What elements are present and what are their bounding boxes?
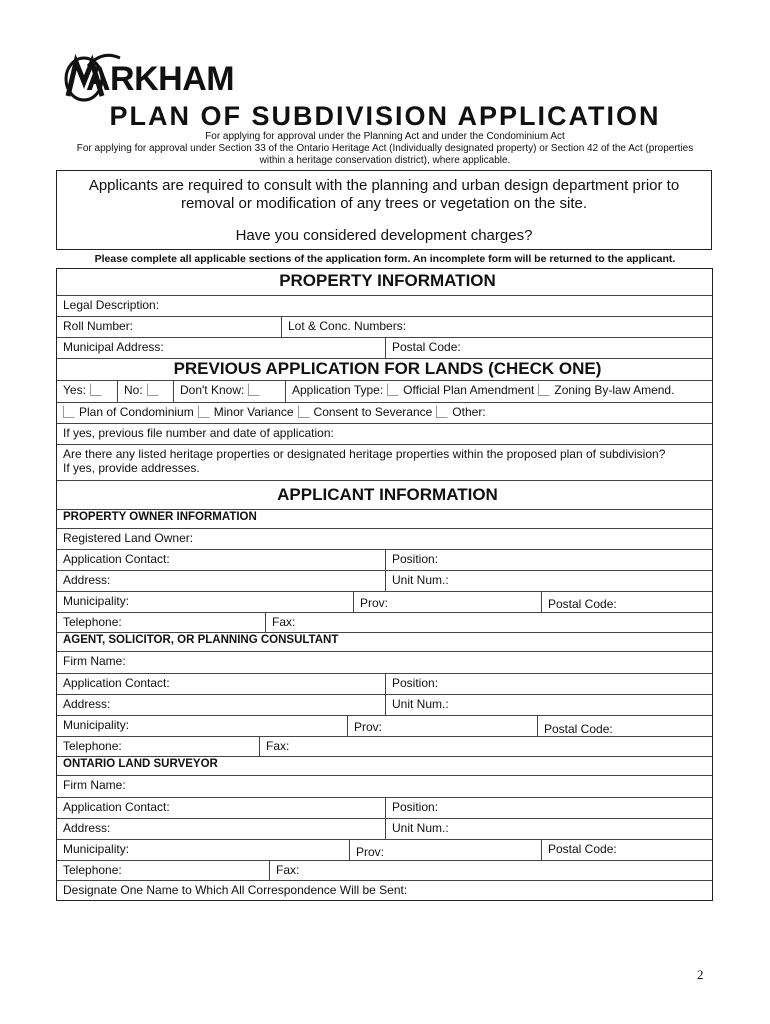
field-label: Yes: bbox=[63, 383, 86, 397]
field-label: Prov: bbox=[349, 839, 541, 860]
field-label: Municipal Address: bbox=[63, 340, 164, 354]
field-label: Registered Land Owner: bbox=[63, 531, 194, 545]
field-label: Telephone: bbox=[63, 863, 122, 877]
surveyor-subheader bbox=[57, 756, 712, 776]
surveyor-telephone-row[interactable] bbox=[57, 860, 712, 881]
field-label: Are there any listed heritage properties or designated heritage properties within the proposed plan of subdivision? bbox=[63, 447, 666, 461]
field-label: Minor Variance bbox=[213, 405, 294, 419]
municipal-address-row[interactable] bbox=[57, 337, 712, 359]
yes-option[interactable] bbox=[57, 380, 117, 402]
field-label: Firm Name: bbox=[63, 778, 126, 792]
field-label: Postal Code: bbox=[385, 337, 712, 358]
application-type-options bbox=[57, 402, 712, 423]
subsection-heading: PROPERTY OWNER INFORMATION bbox=[63, 511, 257, 523]
dont-know-checkbox[interactable] bbox=[248, 383, 260, 396]
agent-municipality-row[interactable] bbox=[57, 715, 712, 737]
field-label: Prov: bbox=[353, 591, 541, 612]
surveyor-municipality-row[interactable] bbox=[57, 839, 712, 861]
field-label: Unit Num.: bbox=[385, 570, 712, 591]
field-label: Other: bbox=[452, 405, 486, 419]
field-label: Fax: bbox=[265, 612, 712, 632]
property-section-header bbox=[57, 269, 712, 296]
surveyor-address-row[interactable] bbox=[57, 818, 712, 840]
field-label: Address: bbox=[63, 573, 111, 587]
field-label: Postal Code: bbox=[541, 591, 712, 612]
owner-subheader bbox=[57, 509, 712, 529]
field-label: Application Type: bbox=[292, 383, 384, 397]
field-label: Position: bbox=[385, 673, 712, 694]
field-label: Municipality: bbox=[63, 718, 130, 732]
zba-checkbox[interactable] bbox=[538, 383, 550, 396]
subtitle-line-3: within a heritage conservation district), where applicable. bbox=[259, 155, 511, 166]
field-label: No: bbox=[124, 383, 143, 397]
field-label: Plan of Condominium bbox=[79, 405, 194, 419]
previous-type-row bbox=[57, 402, 712, 424]
agent-contact-row[interactable] bbox=[57, 673, 712, 695]
agent-subheader bbox=[57, 632, 712, 652]
poc-checkbox[interactable] bbox=[63, 405, 75, 418]
owner-telephone-row[interactable] bbox=[57, 612, 712, 633]
application-form bbox=[56, 268, 713, 901]
heritage-question bbox=[57, 444, 712, 480]
section-heading: APPLICANT INFORMATION bbox=[277, 485, 498, 504]
subtitle-line-1: For applying for approval under the Planning Act and under the Condominium Act bbox=[205, 131, 565, 142]
heritage-row[interactable] bbox=[57, 444, 712, 481]
field-label: Application Contact: bbox=[63, 676, 170, 690]
no-checkbox[interactable] bbox=[147, 383, 159, 396]
yes-checkbox[interactable] bbox=[90, 383, 102, 396]
field-label: Official Plan Amendment bbox=[403, 383, 535, 397]
minor-variance-checkbox[interactable] bbox=[198, 405, 210, 418]
field-label: Firm Name: bbox=[63, 654, 126, 668]
markham-logo bbox=[62, 52, 235, 104]
no-option[interactable] bbox=[117, 380, 173, 402]
field-label: Zoning By-law Amend. bbox=[554, 383, 675, 397]
development-charges-notice: Have you considered development charges? bbox=[235, 227, 533, 244]
agent-firm-row[interactable] bbox=[57, 651, 712, 674]
field-label: Designate One Name to Which All Correspondence Will be Sent: bbox=[63, 883, 408, 897]
field-label: Postal Code: bbox=[537, 715, 712, 736]
subsection-heading: AGENT, SOLICITOR, OR PLANNING CONSULTANT bbox=[63, 634, 339, 646]
field-label: If yes, provide addresses. bbox=[63, 461, 200, 475]
field-label: Fax: bbox=[259, 736, 712, 756]
field-label: Address: bbox=[63, 697, 111, 711]
field-label: Application Contact: bbox=[63, 552, 170, 566]
instruction-text: Please complete all applicable sections of the application form. An incomplete form will be returned to the applicant. bbox=[94, 253, 676, 265]
agent-telephone-row[interactable] bbox=[57, 736, 712, 757]
field-label: Roll Number: bbox=[63, 319, 134, 333]
field-label: Postal Code: bbox=[541, 839, 712, 860]
owner-registered-row[interactable] bbox=[57, 528, 712, 550]
surveyor-firm-row[interactable] bbox=[57, 775, 712, 798]
field-label: Position: bbox=[385, 797, 712, 818]
logo-text: ARKHAM bbox=[86, 60, 235, 98]
field-label: Application Contact: bbox=[63, 800, 170, 814]
field-label: Unit Num.: bbox=[385, 694, 712, 715]
previous-section-header bbox=[57, 358, 712, 381]
field-label: Position: bbox=[385, 549, 712, 570]
designate-row[interactable] bbox=[57, 880, 712, 901]
field-label: Municipality: bbox=[63, 842, 130, 856]
notice-box bbox=[56, 170, 712, 250]
file-number-row[interactable] bbox=[57, 423, 712, 445]
field-label: Prov: bbox=[347, 715, 537, 736]
application-type bbox=[285, 380, 712, 402]
consent-checkbox[interactable] bbox=[298, 405, 310, 418]
legal-description-row[interactable] bbox=[57, 295, 712, 317]
field-label: Legal Description: bbox=[63, 298, 160, 312]
field-label: Telephone: bbox=[63, 615, 122, 629]
previous-check-row bbox=[57, 380, 712, 403]
field-label: Consent to Severance bbox=[313, 405, 433, 419]
trees-notice: Applicants are required to consult with the planning and urban design department prior to removal or modification of any trees or vegetation on the site. bbox=[88, 177, 680, 212]
field-label: Unit Num.: bbox=[385, 818, 712, 839]
section-heading: PREVIOUS APPLICATION FOR LANDS (CHECK ONE) bbox=[173, 359, 602, 378]
owner-municipality-row[interactable] bbox=[57, 591, 712, 613]
field-label: Fax: bbox=[269, 860, 712, 880]
owner-address-row[interactable] bbox=[57, 570, 712, 592]
section-heading: PROPERTY INFORMATION bbox=[279, 271, 496, 290]
opa-checkbox[interactable] bbox=[387, 383, 399, 396]
page-number: 2 bbox=[697, 967, 704, 982]
field-label: Lot & Conc. Numbers: bbox=[281, 316, 712, 337]
surveyor-contact-row[interactable] bbox=[57, 797, 712, 819]
subtitle-line-2: For applying for approval under Section 33 of the Ontario Heritage Act (Individually designated property) or Section 42 of the Act (properties bbox=[76, 143, 694, 154]
field-label: Municipality: bbox=[63, 594, 130, 608]
field-label: Telephone: bbox=[63, 739, 122, 753]
page-title: PLAN OF SUBDIVISION APPLICATION bbox=[109, 101, 661, 131]
dont-know-option[interactable] bbox=[173, 380, 285, 402]
other-checkbox[interactable] bbox=[436, 405, 448, 418]
applicant-section-header bbox=[57, 480, 712, 510]
field-label: If yes, previous file number and date of application: bbox=[63, 426, 334, 440]
agent-address-row[interactable] bbox=[57, 694, 712, 716]
subsection-heading: ONTARIO LAND SURVEYOR bbox=[63, 758, 218, 770]
owner-contact-row[interactable] bbox=[57, 549, 712, 571]
field-label: Don't Know: bbox=[180, 383, 245, 397]
field-label: Address: bbox=[63, 821, 111, 835]
roll-number-row[interactable] bbox=[57, 316, 712, 338]
